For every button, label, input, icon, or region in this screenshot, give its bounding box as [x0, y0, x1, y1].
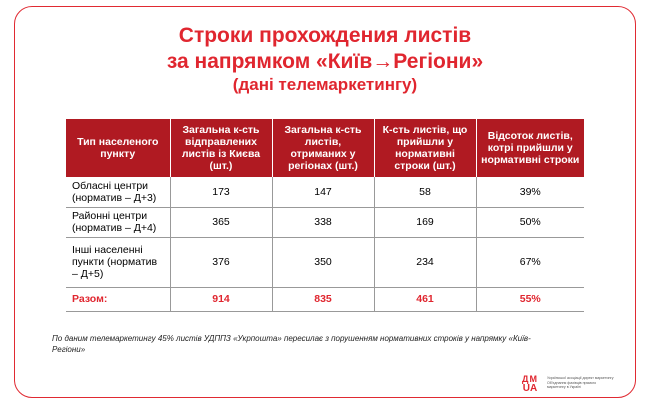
cell-value: 58: [374, 177, 476, 207]
total-value: 914: [170, 287, 272, 311]
column-header: Загальна к-сть відправлених листів із Києва (шт.): [170, 119, 272, 177]
delivery-table: [66, 119, 584, 312]
cell-value: 350: [272, 237, 374, 287]
total-value: 55%: [476, 287, 584, 311]
row-label: Обласні центри (норматив – Д+3): [66, 177, 170, 207]
logo-mark-top: ДМ: [522, 374, 538, 384]
total-label: Разом:: [66, 287, 170, 311]
table-row: [66, 177, 584, 207]
column-header: Загальна к-сть листів, отриманих у регіонах (шт.): [272, 119, 374, 177]
slide-title-line-1: Строки прохождения листів: [178, 24, 472, 47]
cell-value: 67%: [476, 237, 584, 287]
cell-value: 338: [272, 207, 374, 237]
table-header-row: [66, 119, 584, 177]
cell-value: 365: [170, 207, 272, 237]
cell-value: 169: [374, 207, 476, 237]
table-row: [66, 237, 584, 287]
logo-mark-bottom: UA: [522, 383, 538, 394]
total-value: 461: [374, 287, 476, 311]
column-header: Тип населеного пункту: [66, 119, 170, 177]
cell-value: 173: [170, 177, 272, 207]
row-label: Інші населенні пункти (норматив – Д+5): [66, 237, 170, 287]
row-label: Районні центри (норматив – Д+4): [66, 207, 170, 237]
footnote: По даним телемаркетингу 45% листів УДППЗ «Укрпошта» пересилає з порушенням нормативних строків у напрямку «Київ-Регіони»: [52, 334, 531, 354]
table-total-row: [66, 287, 584, 311]
cell-value: 376: [170, 237, 272, 287]
table-row: [66, 207, 584, 237]
dmua-logo-mark: [516, 375, 544, 395]
slide-subtitle: (дані телемаркетингу): [232, 75, 418, 94]
slide-title-line-2: за напрямком «Київ→Регіони»: [166, 50, 484, 73]
column-header: Відсоток листів, котрі прийшли у нормативні строки: [476, 119, 584, 177]
total-value: 835: [272, 287, 374, 311]
cell-value: 50%: [476, 207, 584, 237]
cell-value: 39%: [476, 177, 584, 207]
dmua-logo: [516, 375, 616, 397]
cell-value: 147: [272, 177, 374, 207]
column-header: К-сть листів, що прийшли у нормативні строки (шт.): [374, 119, 476, 177]
logo-caption: Української асоціації директ маркетингу Об'єднання фахівців прямого маркетингу в Україні: [547, 376, 614, 389]
cell-value: 234: [374, 237, 476, 287]
